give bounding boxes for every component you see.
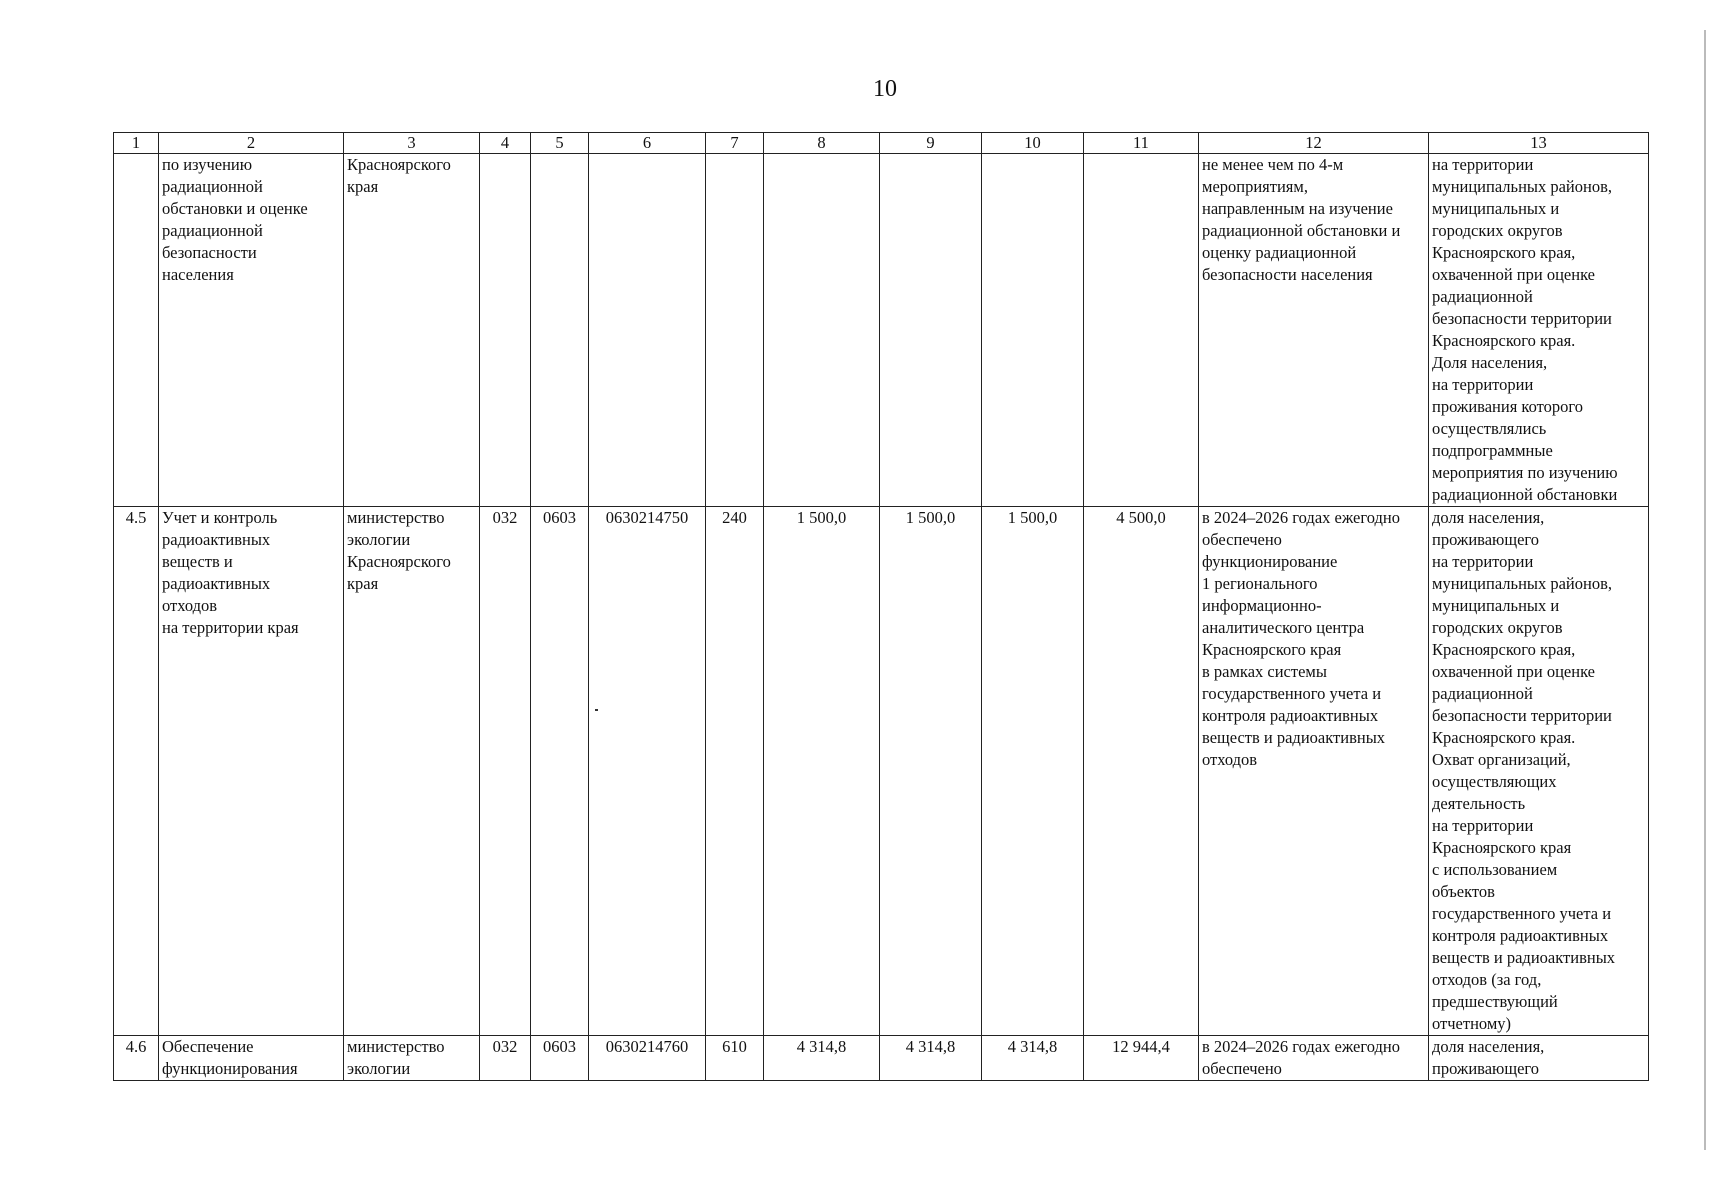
column-header: 8 <box>764 133 880 154</box>
column-header: 7 <box>706 133 764 154</box>
cell-amount-total: 12 944,4 <box>1084 1036 1199 1081</box>
column-header: 9 <box>880 133 982 154</box>
cell-amount-col10: 1 500,0 <box>982 507 1084 1036</box>
cell-expected-result: не менее чем по 4-м мероприятиям, направленным на изучение радиационной обстановки и оценку радиационной безопасности населения <box>1199 154 1429 507</box>
column-header: 2 <box>159 133 344 154</box>
cell-amount-total: 4 500,0 <box>1084 507 1199 1036</box>
scan-artifact-dot <box>595 709 598 711</box>
cell-grbs: 032 <box>480 1036 531 1081</box>
cell-grbs: 032 <box>480 507 531 1036</box>
table-row-continuation <box>114 154 1649 507</box>
cell-item-number: 4.6 <box>114 1036 159 1081</box>
cell-rzpr <box>531 154 589 507</box>
page-number: 10 <box>873 76 897 102</box>
cell-amount-col10 <box>982 154 1084 507</box>
cell-csr: 0630214760 <box>589 1036 706 1081</box>
column-header: 10 <box>982 133 1084 154</box>
cell-indicator: доля населения, проживающего <box>1429 1036 1649 1081</box>
cell-vr: 240 <box>706 507 764 1036</box>
column-header: 12 <box>1199 133 1429 154</box>
cell-item-number <box>114 154 159 507</box>
cell-vr <box>706 154 764 507</box>
cell-amount-col9 <box>880 154 982 507</box>
column-header: 5 <box>531 133 589 154</box>
cell-amount-col8: 1 500,0 <box>764 507 880 1036</box>
cell-indicator: на территории муниципальных районов, муниципальных и городских округов Красноярского края, охваченной при оценке радиационной безопасности территории Красноярского края. Доля населения, на территории проживания которого осуществлялись подпрограммные мероприятия по изучению радиационной обстановки <box>1429 154 1649 507</box>
column-header: 3 <box>344 133 480 154</box>
cell-rzpr: 0603 <box>531 507 589 1036</box>
column-header: 4 <box>480 133 531 154</box>
cell-csr <box>589 154 706 507</box>
column-header: 11 <box>1084 133 1199 154</box>
cell-amount-col9: 4 314,8 <box>880 1036 982 1081</box>
cell-indicator: доля населения, проживающего на территории муниципальных районов, муниципальных и городских округов Красноярского края, охваченной при оценке радиационной безопасности территории Красноярского края. Охват организаций, осуществляющих деятельность на территории Красноярского края с использованием объектов государственного учета и контроля радиоактивных веществ и радиоактивных отходов (за год, предшествующий отчетному) <box>1429 507 1649 1036</box>
column-header: 13 <box>1429 133 1649 154</box>
cell-amount-col10: 4 314,8 <box>982 1036 1084 1081</box>
cell-csr: 0630214750 <box>589 507 706 1036</box>
column-header: 1 <box>114 133 159 154</box>
cell-amount-col8: 4 314,8 <box>764 1036 880 1081</box>
scan-edge-shadow <box>1704 30 1706 1150</box>
column-number-header-row <box>114 133 1649 154</box>
cell-activity-name: по изучению радиационной обстановки и оценке радиационной безопасности населения <box>159 154 344 507</box>
cell-amount-total <box>1084 154 1199 507</box>
cell-amount-col8 <box>764 154 880 507</box>
cell-expected-result: в 2024–2026 годах ежегодно обеспечено функционирование 1 регионального информационно- аналитического центра Красноярского края в рамках системы государственного учета и контроля радиоактивных веществ и радиоактивных отходов <box>1199 507 1429 1036</box>
cell-item-number: 4.5 <box>114 507 159 1036</box>
cell-activity-name: Учет и контроль радиоактивных веществ и радиоактивных отходов на территории края <box>159 507 344 1036</box>
table-row-4-5 <box>114 507 1649 1036</box>
cell-grbs <box>480 154 531 507</box>
cell-expected-result: в 2024–2026 годах ежегодно обеспечено <box>1199 1036 1429 1081</box>
table-row-4-6 <box>114 1036 1649 1081</box>
cell-activity-name: Обеспечение функционирования <box>159 1036 344 1081</box>
cell-vr: 610 <box>706 1036 764 1081</box>
cell-executor: министерство экологии Красноярского края <box>344 507 480 1036</box>
cell-amount-col9: 1 500,0 <box>880 507 982 1036</box>
cell-rzpr: 0603 <box>531 1036 589 1081</box>
cell-executor: министерство экологии <box>344 1036 480 1081</box>
cell-executor: Красноярского края <box>344 154 480 507</box>
program-activities-table <box>113 132 1649 1081</box>
column-header: 6 <box>589 133 706 154</box>
